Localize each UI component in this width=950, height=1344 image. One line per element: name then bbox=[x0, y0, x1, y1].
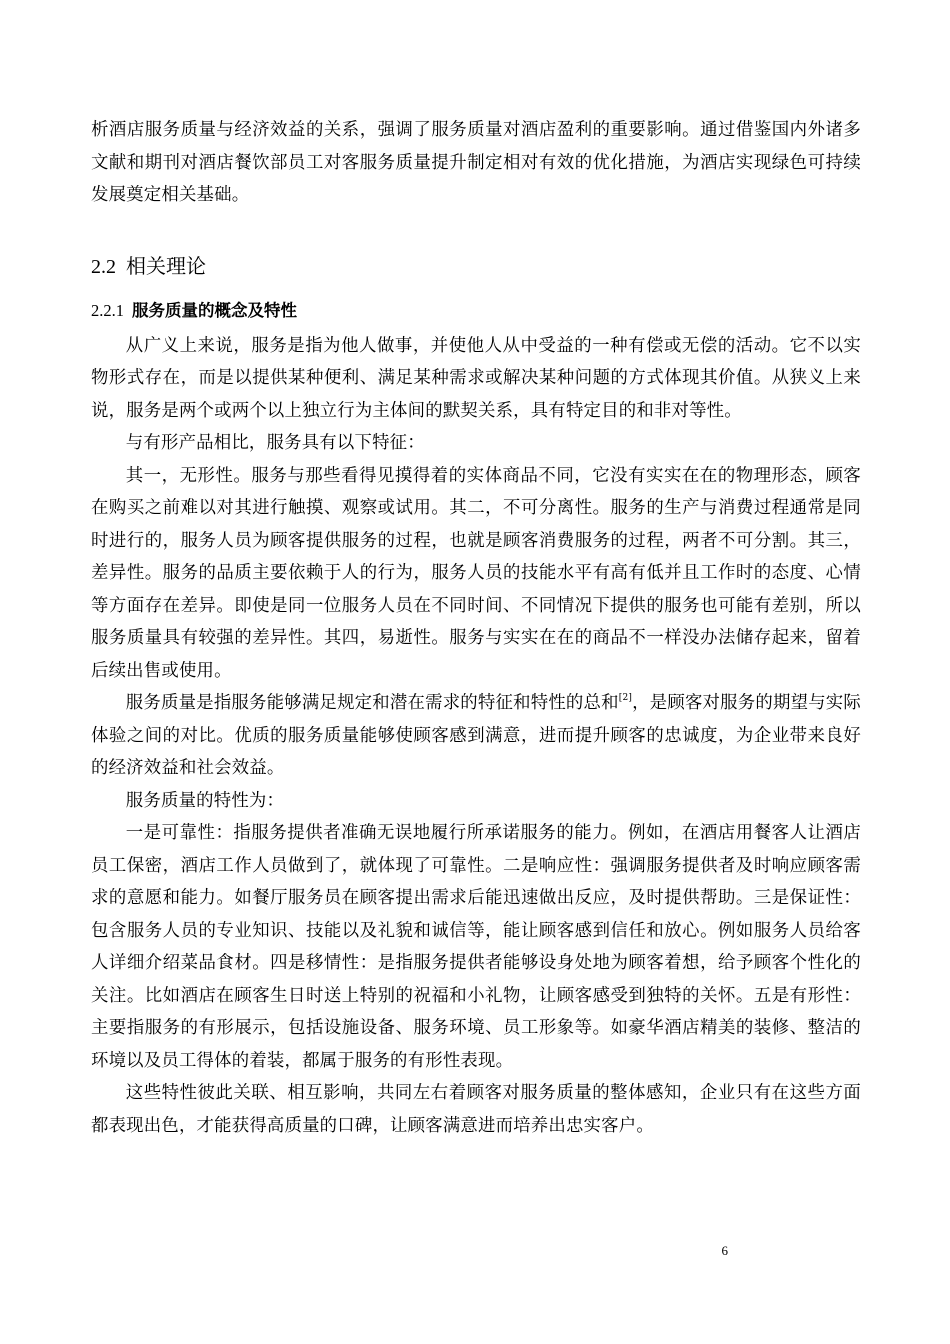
paragraph-text: ，是顾客对服务的期望与实际体验之间的对比。优质的服务质量能够使顾客感到满意，进而提升顾客的忠诚度，为企业带来良好的经济效益和社会效益。 bbox=[91, 693, 861, 778]
intro-paragraph: 析酒店服务质量与经济效益的关系，强调了服务质量对酒店盈利的重要影响。通过借鉴国内外诸多文献和期刊对酒店餐饮部员工对客服务质量提升制定相对有效的优化措施，为酒店实现绿色可持续发展奠定相关基础。 bbox=[91, 120, 861, 205]
page-number: 6 bbox=[721, 1243, 728, 1258]
service-features-intro: 与有形产品相比，服务具有以下特征： bbox=[125, 433, 425, 453]
subsection-heading bbox=[91, 298, 861, 324]
paragraph-text: 服务质量是指服务能够满足规定和潜在需求的特征和特性的总和 bbox=[125, 693, 619, 713]
service-definition-paragraph: 从广义上来说，服务是指为他人做事，并使他人从中受益的一种有偿或无偿的活动。它不以实物形式存在，而是以提供某种便利、满足某种需求或解决某种问题的方式体现其价值。从狭义上来说，服务是两个或两个以上独立行为主体间的默契关系，具有特定目的和非对等性。 bbox=[91, 335, 861, 421]
service-features-paragraph: 其一，无形性。服务与那些看得见摸得着的实体商品不同，它没有实实在在的物理形态，顾客在购买之前难以对其进行触摸、观察或试用。其二，不可分离性。服务的生产与消费过程通常是同时进行的，服务人员为顾客提供服务的过程，也就是顾客消费服务的过程，两者不可分割。其三，差异性。服务的品质主要依赖于人的行为，服务人员的技能水平有高有低并且工作时的态度、心情等方面存在差异。即使是同一位服务人员在不同时间、不同情况下提供的服务也可能有差别，所以服务质量具有较强的差异性。其四，易逝性。服务与实实在在的商品不一样没办法储存起来，留着后续出售或使用。 bbox=[91, 465, 861, 681]
section-title: 相关理论 bbox=[126, 253, 206, 278]
page-content bbox=[91, 114, 861, 1142]
section-number: 2.2 bbox=[91, 255, 116, 278]
quality-characteristics-paragraph: 一是可靠性：指服务提供者准确无误地履行所承诺服务的能力。例如，在酒店用餐客人让酒店员工保密，酒店工作人员做到了，就体现了可靠性。二是响应性：强调服务提供者及时响应顾客需求的意愿和能力。如餐厅服务员在顾客提出需求后能迅速做出反应，及时提供帮助。三是保证性：包含服务人员的专业知识、技能以及礼貌和诚信等，能让顾客感到信任和放心。例如服务人员给客人详细介绍菜品食材。四是移情性：是指服务提供者能够设身处地为顾客着想，给予顾客个性化的关注。比如酒店在顾客生日时送上特别的祝福和小礼物，让顾客感受到独特的关怀。五是有形性：主要指服务的有形展示，包括设施设备、服务环境、员工形象等。如豪华酒店精美的装修、整洁的环境以及员工得体的着装，都属于服务的有形性表现。 bbox=[91, 823, 861, 1071]
subsection-number: 2.2.1 bbox=[91, 300, 124, 320]
citation-reference: [2] bbox=[618, 692, 633, 703]
subsection-title: 服务质量的概念及特性 bbox=[132, 300, 297, 320]
quality-characteristics-intro: 服务质量的特性为： bbox=[125, 790, 285, 811]
conclusion-paragraph: 这些特性彼此关联、相互影响，共同左右着顾客对服务质量的整体感知，企业只有在这些方面都表现出色，才能获得高质量的口碑，让顾客满意进而培养出忠实客户。 bbox=[91, 1083, 861, 1136]
section-heading bbox=[91, 252, 861, 281]
service-quality-definition-paragraph bbox=[91, 687, 861, 785]
